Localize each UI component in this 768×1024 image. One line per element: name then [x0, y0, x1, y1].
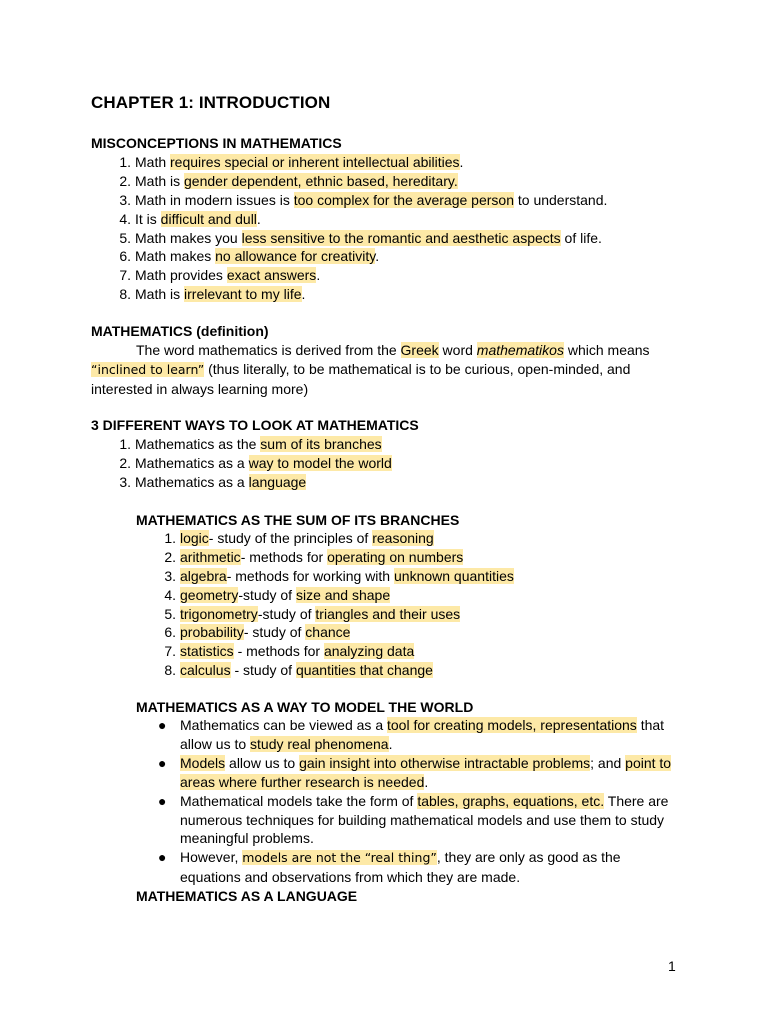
highlighted-text: study real phenomena [250, 735, 389, 752]
highlighted-text: requires special or inherent intellectual abilities [170, 154, 460, 170]
highlighted-text: mathematikos [476, 342, 564, 358]
bullet-icon: ● [158, 754, 167, 771]
highlighted-text: logic [180, 530, 209, 546]
highlighted-text: Greek [400, 342, 439, 358]
highlighted-text: no allowance for creativity [215, 248, 376, 265]
highlighted-text: tables, graphs, equations, etc. [417, 792, 605, 809]
highlighted-text: operating on numbers [327, 548, 464, 565]
highlighted-text: calculus [180, 662, 231, 679]
list-item: ● However, models are not the “real thing”, they are only as good as the equations and observations from which they are made. [158, 849, 621, 886]
highlighted-text: exact answers [226, 267, 317, 284]
highlighted-text: difficult and dull [160, 210, 257, 227]
definition-paragraph: The word mathematics is derived from the Greek word mathematikos which means “inclined to learn” (thus literally, to be mathematical is to be curious, open-minded, and interested in always learning more) [91, 342, 650, 397]
highlighted-text: Models [180, 754, 226, 771]
bullet-icon: ● [158, 717, 167, 733]
highlighted-text: reasoning [372, 530, 434, 546]
branches-heading: MATHEMATICS AS THE SUM OF ITS BRANCHES [136, 512, 460, 528]
highlighted-text: models are not the “real thing” [242, 850, 437, 866]
highlighted-text: language [248, 473, 307, 490]
ways-heading: 3 DIFFERENT WAYS TO LOOK AT MATHEMATICS [91, 417, 419, 433]
misconceptions-heading: MISCONCEPTIONS IN MATHEMATICS [91, 135, 342, 151]
model-bullets [158, 716, 678, 887]
highlighted-text: irrelevant to my life [184, 286, 302, 303]
highlighted-text: geometry [180, 586, 239, 603]
page-title: CHAPTER 1: INTRODUCTION [91, 93, 331, 112]
highlighted-text: point to areas where further research is needed [180, 754, 672, 790]
page-number: 1 [668, 958, 676, 974]
highlighted-text: probability [180, 624, 244, 641]
document-page: CHAPTER 1: INTRODUCTION MISCONCEPTIONS IN MATHEMATICS 1. Math requires special or inherent intellectual abilities. 2. Math is gender dependent, ethnic based, hereditary. 3. Math in modern issues is too complex for the average person to understand. 4. It is difficult and dull. 5. Math makes you less sensitive to the romantic and aesthetic aspects of life. 6. Math makes no allowance for creativity. 7. Math provides exact answers. 8. Math is irrelevant to my life. MATHEMATICS (definition) The word mathematics is derived from the Greek word mathematikos which means “inclined to learn” (thus literally, to be mathematical is to be curious, open-minded, and interested in always learning more) 3 DIFFERENT WAYS TO LOOK AT MATHEMATICS 1. Mathematics as the sum of its branches 2. Mathematics as a way to model the world 3. Mathematics as a language MATHEMATICS AS THE SUM OF ITS BRANCHES 1. logic- study of the principles of reasoning 2. arithmetic- methods for operating on numbers 3. algebra- methods for working with unknown quantities 4. geometry-study of size and shape 5. trigonometry-study of triangles and their uses 6. probability- study of chance 7. statistics - methods for analyzing data 8. calculus - study of quantities that change MATHEMATICS AS A WAY TO MODEL THE WORLD ● Mathematics can be viewed as a tool for creating models, representations that allow us to study real phenomena. ● Models allow us to gain insight into otherwise intractable problems; and point to areas where further research is needed. ● Mathematical models take the form of tables, graphs, equations, etc. There are numerous techniques for building mathematical models and use them to study meaningful problems. ● However, models are not the “real thing”, they are only as good as the equations and observations from which they are made. MATHEMATICS AS A LANGUAGE 1 [0, 0, 768, 1024]
highlighted-text: quantities that change [295, 662, 433, 679]
highlighted-text: trigonometry [180, 605, 258, 622]
highlighted-text: way to model the world [248, 454, 392, 471]
highlighted-text: too complex for the average person [293, 191, 514, 208]
highlighted-text: less sensitive to the romantic and aesthetic aspects [241, 229, 561, 246]
highlighted-text: unknown quantities [394, 567, 514, 584]
highlighted-text: arithmetic [180, 548, 241, 565]
highlighted-text: gain insight into otherwise intractable problems [299, 754, 591, 771]
bullet-icon: ● [158, 792, 167, 809]
definition-heading: MATHEMATICS (definition) [91, 323, 269, 339]
language-heading: MATHEMATICS AS A LANGUAGE [136, 888, 358, 904]
model-heading: MATHEMATICS AS A WAY TO MODEL THE WORLD [136, 699, 474, 715]
list-item: ● Mathematics can be viewed as a tool for creating models, representations that allow us to study real phenomena. [158, 717, 665, 752]
list-item: ● Mathematical models take the form of tables, graphs, equations, etc. There are numerous techniques for building mathematical models and use them to study meaningful problems. [158, 792, 669, 847]
bullet-icon: ● [158, 849, 167, 866]
highlighted-text: triangles and their uses [315, 605, 461, 622]
highlighted-text: tool for creating models, representations [387, 717, 637, 733]
highlighted-text: statistics [180, 643, 234, 660]
highlighted-text: sum of its branches [260, 436, 382, 452]
highlighted-text: analyzing data [323, 643, 415, 660]
highlighted-text: gender dependent, ethnic based, hereditary. [184, 172, 458, 189]
highlighted-text: algebra [180, 567, 227, 584]
highlighted-text: chance [305, 624, 351, 641]
list-item: ● Models allow us to gain insight into otherwise intractable problems; and point to areas where further research is needed. [158, 754, 672, 790]
highlighted-text: “inclined to learn” [91, 361, 205, 377]
highlighted-text: size and shape [295, 586, 391, 603]
